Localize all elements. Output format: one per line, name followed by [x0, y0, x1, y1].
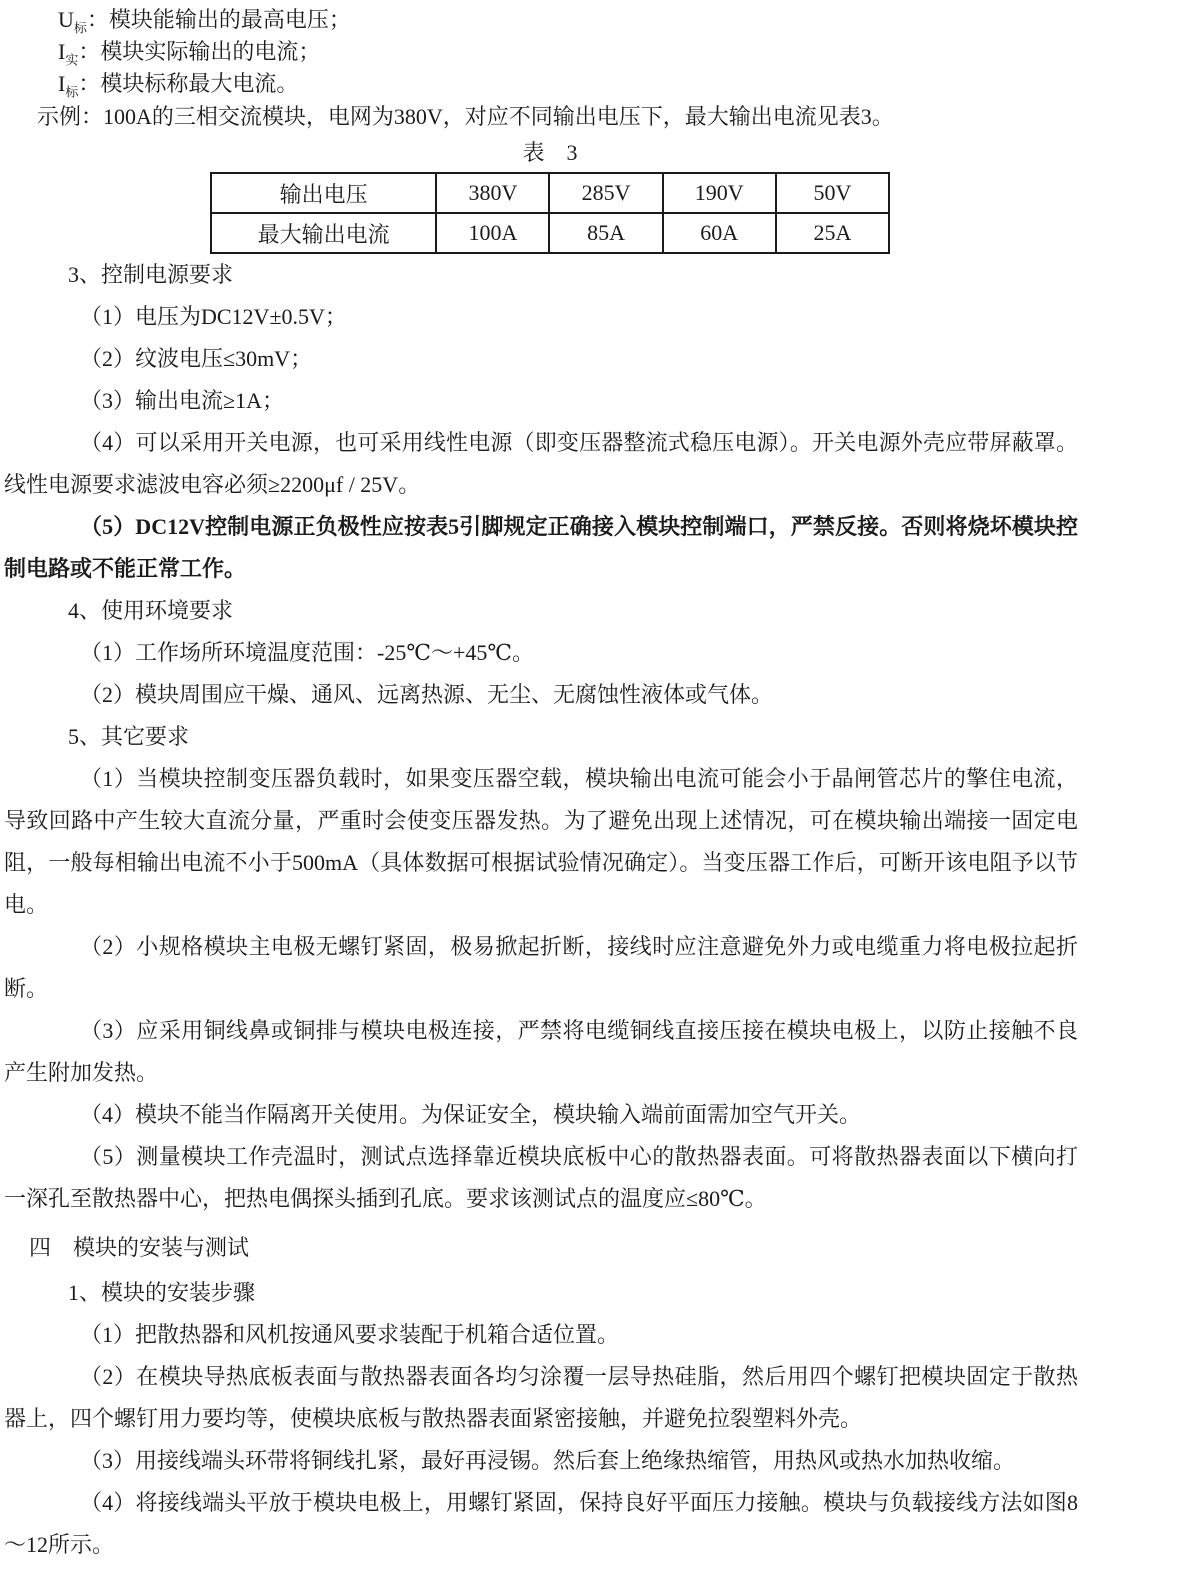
table3-caption: 表 3: [522, 140, 578, 165]
section3-item5-warning: （5）DC12V控制电源正负极性应按表5引脚规定正确接入模块控制端口，严禁反接。否则将烧坏模块控制电路或不能正常工作。: [4, 514, 1078, 581]
symbol-i-rated-subscript: 标: [65, 84, 79, 100]
install-heading: 1、模块的安装步骤: [68, 1280, 256, 1305]
chapter4-number: 四: [29, 1235, 52, 1260]
table-cell: 输出电压: [211, 173, 436, 213]
table-cell: 60A: [663, 213, 776, 253]
install-item3: （3）用接线端头环带将铜线扎紧，最好再浸锡。然后套上绝缘热缩管，用热风或热水加热收缩。: [80, 1448, 1016, 1473]
section5-item2: （2）小规格模块主电极无螺钉紧固，极易掀起折断，接线时应注意避免外力或电缆重力将电极拉起折断。: [4, 934, 1078, 1001]
install-item1: （1）把散热器和风机按通风要求装配于机箱合适位置。: [80, 1322, 620, 1347]
table-row-max-current: [211, 213, 889, 253]
voltage-current-table: [210, 172, 890, 254]
example-text: 示例：100A的三相交流模块，电网为380V，对应不同输出电压下，最大输出电流见表3。: [37, 104, 894, 129]
section4-heading: 4、使用环境要求: [68, 598, 234, 623]
table-cell: 380V: [436, 173, 549, 213]
section5-item4: （4）模块不能当作隔离开关使用。为保证安全，模块输入端前面需加空气开关。: [80, 1102, 862, 1127]
table-cell: 25A: [776, 213, 889, 253]
symbol-i-rated: I: [58, 71, 66, 96]
table-row-output-voltage: [211, 173, 889, 213]
symbol-u-subscript: 标: [73, 20, 87, 36]
symbol-i-actual: I: [58, 39, 66, 64]
table-cell: 190V: [663, 173, 776, 213]
section3-item2: （2）纹波电压≤30mV；: [80, 346, 313, 371]
chapter4-heading: [4, 1226, 1078, 1270]
table-cell: 285V: [549, 173, 662, 213]
definition-i-rated: [4, 68, 1078, 100]
definition-i-rated-text: ：模块标称最大电流。: [78, 71, 299, 96]
section4-item1: （1）工作场所环境温度范围：-25℃～+45℃。: [80, 640, 534, 665]
table-cell: 85A: [549, 213, 662, 253]
table-cell: 50V: [776, 173, 889, 213]
install-item4: （4）将接线端头平放于模块电极上，用螺钉紧固，保持良好平面压力接触。模块与负载接线方法如图8～12所示。: [4, 1490, 1078, 1557]
definition-u-text: ：模块能输出的最高电压；: [86, 7, 351, 32]
section3-item3: （3）输出电流≥1A；: [80, 388, 284, 413]
section5-item3: （3）应采用铜线鼻或铜排与模块电极连接，严禁将电缆铜线直接压接在模块电极上，以防止接触不良产生附加发热。: [4, 1018, 1078, 1085]
section5-item1: （1）当模块控制变压器负载时，如果变压器空载，模块输出电流可能会小于晶闸管芯片的擎住电流，导致回路中产生较大直流分量，严重时会使变压器发热。为了避免出现上述情况，可在模块输出端接一固定电阻，一般每相输出电流不小于500mA（具体数据可根据试验情况确定）。当变压器工作后，可断开该电阻予以节电。: [4, 766, 1078, 917]
definition-u-rated: [4, 4, 1078, 36]
chapter4-title: 模块的安装与测试: [73, 1235, 250, 1260]
table-cell: 最大输出电流: [211, 213, 436, 253]
section3-item1: （1）电压为DC12V±0.5V；: [80, 304, 347, 329]
definition-i-actual-text: ：模块实际输出的电流；: [78, 39, 321, 64]
section5-item5: （5）测量模块工作壳温时，测试点选择靠近模块底板中心的散热器表面。可将散热器表面以下横向打一深孔至散热器中心，把热电偶探头插到孔底。要求该测试点的温度应≤80℃。: [4, 1144, 1078, 1211]
section5-heading: 5、其它要求: [68, 724, 190, 749]
section3-heading: 3、控制电源要求: [68, 262, 234, 287]
symbol-u: U: [58, 7, 74, 32]
install-item2: （2）在模块导热底板表面与散热器表面各均匀涂覆一层导热硅脂，然后用四个螺钉把模块固定于散热器上，四个螺钉用力要均等，使模块底板与散热器表面紧密接触，并避免拉裂塑料外壳。: [4, 1364, 1078, 1431]
section3-item4: （4）可以采用开关电源，也可采用线性电源（即变压器整流式稳压电源）。开关电源外壳应带屏蔽罩。线性电源要求滤波电容必须≥2200μf / 25V。: [4, 430, 1078, 497]
table-cell: 100A: [436, 213, 549, 253]
symbol-i-actual-subscript: 实: [65, 52, 79, 68]
section4-item2: （2）模块周围应干燥、通风、远离热源、无尘、无腐蚀性液体或气体。: [80, 682, 774, 707]
definition-i-actual: [4, 36, 1078, 68]
